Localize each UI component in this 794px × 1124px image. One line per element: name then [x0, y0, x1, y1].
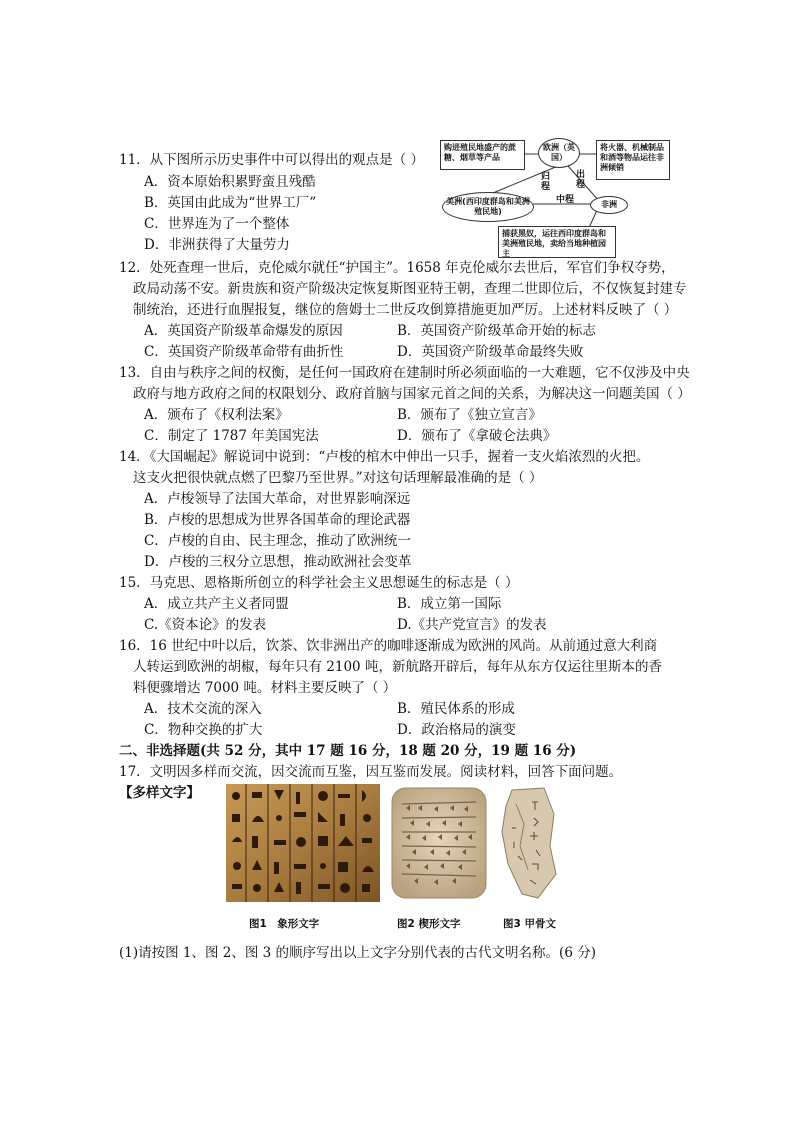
hieroglyphs-picture — [226, 784, 380, 902]
q12-option-c: C．英国资产阶级革命带有曲折性 — [144, 344, 344, 360]
q15-stem: 15．马克思、恩格斯所创立的科学社会主义思想诞生的标志是（ ） — [119, 575, 519, 591]
q14-option-b: B．卢梭的思想成为世界各国革命的理论武器 — [144, 512, 411, 528]
q14-line-2: 这支火把很快就点燃了巴黎乃至世界。”对这句话理解最准确的是（ ） — [133, 470, 543, 486]
diagram-label-middle: 中程 — [556, 195, 575, 205]
q16-line-3: 料便骤增达 7000 吨。材料主要反映了（ ） — [133, 680, 397, 696]
diagram-node-africa: 非洲 — [590, 196, 628, 214]
q14-option-d: D．卢梭的三权分立思想，推动欧洲社会变革 — [144, 554, 412, 570]
q16-option-d: D．政治格局的演变 — [397, 722, 516, 738]
figure-1-caption: 图1 象形文字 — [249, 918, 320, 930]
cuneiform-tablet-picture — [388, 784, 490, 902]
q11-option-c: C．世界连为了一个整体 — [144, 216, 290, 232]
diagram-box-slave-trade: 捕获黑奴，运往西印度群岛和美洲殖民地，卖给当地种植园主 — [498, 226, 616, 258]
diagram-label-return: 归程 — [541, 172, 551, 192]
q17-material-heading: 【多样文字】 — [119, 785, 200, 801]
diagram-label-outbound: 出程 — [576, 170, 586, 190]
diagram-box-outbound-goods: 将火器、机械制品和酒等物品运往非洲倾销 — [596, 140, 670, 180]
q12-line-1: 12．处死查理一世后，克伦威尔就任“护国主”。1658 年克伦威尔去世后，军官们争权夺势， — [119, 260, 675, 276]
diagram-node-america: 美洲(西印度群岛和美洲殖民地) — [442, 192, 534, 222]
figure-2-cuneiform-image — [388, 784, 490, 902]
q14-option-a: A．卢梭领导了法国大革命，对世界影响深远 — [144, 491, 411, 507]
q16-option-c: C．物种交换的扩大 — [144, 722, 263, 738]
q16-option-a: A．技术交流的深入 — [144, 701, 262, 717]
diagram-node-europe: 欧洲（英国） — [538, 138, 580, 168]
q16-option-b: B．殖民体系的形成 — [397, 701, 515, 717]
q11-option-d: D．非洲获得了大量劳力 — [144, 237, 290, 253]
q11-stem: 11．从下图所示历史事件中可以得出的观点是（ ） — [119, 152, 424, 168]
figure-1-hieroglyphs-image — [226, 784, 380, 902]
q13-option-d: D．颁布了《拿破仑法典》 — [397, 428, 557, 444]
q14-line-1: 14．《大国崛起》解说词中说到：“卢梭的棺木中伸出一只手，握着一支火焰浓烈的火把。 — [119, 449, 650, 465]
figure-2-caption: 图2 楔形文字 — [397, 918, 461, 930]
q16-line-1: 16．16 世纪中叶以后，饮茶、饮非洲出产的咖啡逐渐成为欧洲的风尚。从前通过意大利商 — [119, 638, 658, 654]
q17-subquestion-1: (1)请按图 1、图 2、图 3 的顺序写出以上文字分别代表的古代文明名称。(6 分) — [119, 945, 596, 961]
q15-option-a: A．成立共产主义者同盟 — [144, 596, 289, 612]
oracle-bone-picture — [494, 784, 562, 902]
q17-stem: 17．文明因多样而交流，因交流而互鉴，因互鉴而发展。阅读材料，回答下面问题。 — [119, 764, 623, 780]
q15-option-c: C.《资本论》的发表 — [144, 617, 267, 633]
q12-line-3: 制统治，还进行血腥报复，继位的詹姆士二世反攻倒算措施更加严厉。上述材料反映了（ ） — [133, 302, 678, 318]
q14-option-c: C．卢梭的自由、民主理念，推动了欧洲统一 — [144, 533, 411, 549]
diagram-box-return-goods: 购进殖民地盛产的蔗糖、烟草等产品 — [440, 140, 525, 170]
q13-option-a: A．颁布了《权利法案》 — [144, 407, 289, 423]
q12-option-a: A．英国资产阶级革命爆发的原因 — [144, 323, 343, 339]
section-2-heading: 二、非选择题(共 52 分，其中 17 题 16 分，18 题 20 分，19 题 16 分) — [119, 743, 577, 759]
q16-line-2: 人转运到欧洲的胡椒，每年只有 2100 吨，新航路开辟后，每年从东方仅运往里斯本的香 — [133, 659, 662, 675]
q12-line-2: 政局动荡不安。新贵族和资产阶级决定恢复斯图亚特王朝，查理二世即位后，不仅恢复封建专 — [133, 281, 687, 297]
q15-option-b: B．成立第一国际 — [397, 596, 502, 612]
q13-line-2: 政府与地方政府之间的权限划分、政府首脑与国家元首之间的关系，为解决这一问题美国（ ） — [133, 386, 691, 402]
q13-option-b: B．颁布了《独立宣言》 — [397, 407, 542, 423]
figure-3-caption: 图3 甲骨文 — [503, 918, 556, 930]
q13-line-1: 13．自由与秩序之间的权衡，是任何一国政府在建制时所必须面临的一大难题，它不仅涉及中央 — [119, 365, 690, 381]
q15-option-d: D.《共产党宣言》的发表 — [397, 617, 547, 633]
q13-option-c: C．制定了 1787 年美国宪法 — [144, 428, 319, 444]
triangular-trade-diagram — [438, 138, 670, 258]
q11-option-b: B．英国由此成为“世界工厂” — [144, 195, 317, 211]
q12-option-b: B．英国资产阶级革命开始的标志 — [397, 323, 596, 339]
figure-3-oracle-bone-image — [494, 784, 562, 902]
q11-option-a: A．资本原始积累野蛮且残酷 — [144, 174, 316, 190]
q12-option-d: D．英国资产阶级革命最终失败 — [397, 344, 584, 360]
